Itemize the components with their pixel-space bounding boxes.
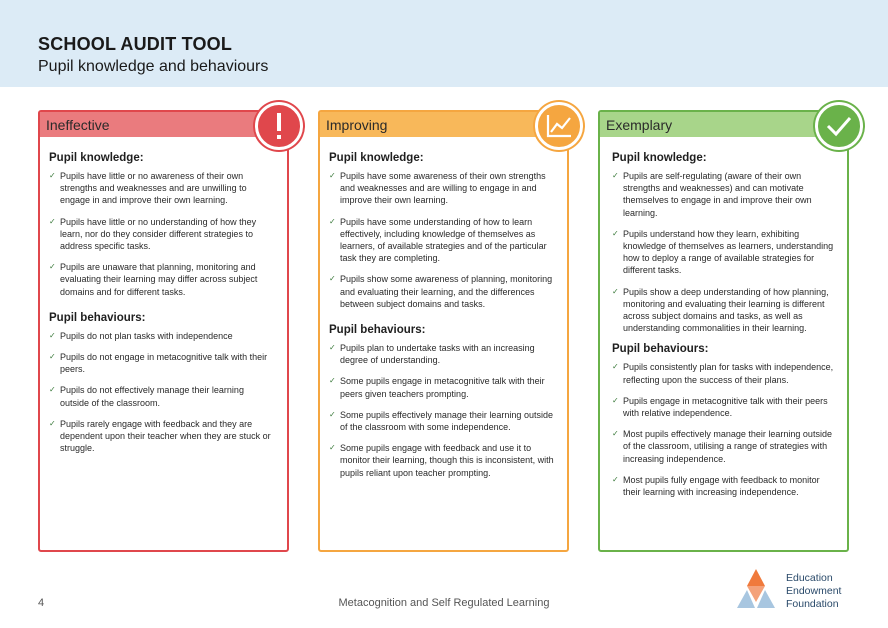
behaviours-title: Pupil behaviours: <box>329 324 426 337</box>
card-ineffective <box>38 110 289 552</box>
check-icon: ✓ <box>49 352 56 362</box>
knowledge-title: Pupil knowledge: <box>329 152 424 164</box>
check-icon: ✓ <box>329 376 336 386</box>
check-icon: ✓ <box>329 216 336 226</box>
eef-logo-icon <box>735 568 777 610</box>
exclamation-icon <box>255 102 303 150</box>
list-item: ✓ Pupils are unaware that planning, monitoring and evaluating their learning may differ across subject domains and for different tasks. <box>49 262 258 297</box>
footer-title: Metacognition and Self Regulated Learning <box>338 597 550 609</box>
knowledge-title: Pupil knowledge: <box>612 152 707 164</box>
card-exemplary <box>598 110 849 552</box>
check-icon: ✓ <box>329 171 336 180</box>
check-icon: ✓ <box>49 216 56 226</box>
logo-text: Education Endowment Foundation <box>786 572 842 610</box>
list-item: ✓ Pupils have little or no understanding of how they learn, nor do they consider different strategies to address specific tasks. <box>49 216 257 252</box>
card-label: Improving <box>326 117 388 133</box>
list-item: ✓ Pupils consistently plan for tasks with independence, reflecting upon the success of their plans. <box>612 362 834 385</box>
check-icon: ✓ <box>329 443 336 453</box>
check-icon: ✓ <box>49 171 56 180</box>
behaviours-title: Pupil behaviours: <box>49 311 146 324</box>
list-item: ✓ Some pupils effectively manage their learning outside of the classroom with some independence. <box>329 409 553 433</box>
list-item: ✓ Pupils understand how they learn, exhibiting knowledge of themselves as learners, understanding how to deploy a range of available strategies for different tasks. <box>612 228 834 276</box>
check-icon: ✓ <box>612 429 619 439</box>
behaviours-title: Pupil behaviours: <box>612 343 709 356</box>
list-item: ✓ Most pupils fully engage with feedback to monitor their learning with increasing independence. <box>612 474 820 498</box>
check-icon: ✓ <box>612 474 619 484</box>
page-title: SCHOOL AUDIT TOOL <box>38 34 233 54</box>
page-subtitle: Pupil knowledge and behaviours <box>38 58 269 75</box>
list-item: ✓ Pupils plan to undertake tasks with an increasing degree of understanding. <box>329 343 535 366</box>
check-icon: ✓ <box>612 362 619 372</box>
check-icon: ✓ <box>329 274 336 284</box>
card-body <box>329 152 555 488</box>
list-item: ✓ Pupils rarely engage with feedback and they are dependent upon their teacher when they are stuck or struggle. <box>49 418 271 454</box>
list-item: ✓ Pupils have little or no awareness of their own strengths and weaknesses and are unwilling to engage in and improve their own learning. <box>49 171 247 206</box>
list-item: ✓ Pupils do not plan tasks with independence <box>49 330 233 341</box>
check-icon: ✓ <box>49 385 56 395</box>
list-item: ✓ Pupils do not effectively manage their learning outside of the classroom. <box>49 385 244 408</box>
page-number: 4 <box>38 597 45 609</box>
check-icon: ✓ <box>612 286 619 296</box>
list-item: ✓ Pupils are self-regulating (aware of their own strengths and weaknesses) and can motivate themselves to engage in and improve their own learning. <box>612 171 812 218</box>
knowledge-title: Pupil knowledge: <box>49 152 144 164</box>
card-header <box>600 112 847 137</box>
list-item: ✓ Pupils do not engage in metacognitive talk with their peers. <box>49 352 268 375</box>
list-item: ✓ Some pupils engage with feedback and use it to monitor their learning, though this is inconsistent, with pupils reliant upon teacher prompting. <box>329 443 554 478</box>
list-item: ✓ Pupils have some understanding of how to learn effectively, including knowledge of themselves as learners, of available strategies and of the particular task they are completing. <box>329 216 547 264</box>
check-icon: ✓ <box>612 228 619 238</box>
check-icon: ✓ <box>49 262 56 272</box>
check-icon: ✓ <box>49 418 56 428</box>
card-body <box>612 152 835 507</box>
check-icon: ✓ <box>329 409 336 419</box>
card-label: Ineffective <box>46 117 110 133</box>
line-chart-icon <box>535 102 583 150</box>
check-icon: ✓ <box>329 343 336 353</box>
list-item: ✓ Pupils engage in metacognitive talk with their peers with relative independence. <box>612 395 828 419</box>
list-item: ✓ Pupils show some awareness of planning, monitoring and evaluating their learning, and the differences between subject domains and tasks. <box>329 274 553 309</box>
card-header <box>40 112 287 137</box>
checkmark-icon <box>815 102 863 150</box>
list-item: ✓ Some pupils engage in metacognitive talk with their peers given teachers prompting. <box>329 376 545 399</box>
card-label: Exemplary <box>606 117 673 133</box>
list-item: ✓ Most pupils effectively manage their learning outside of the classroom, utilising a range of strategies with increasing independence. <box>612 429 832 464</box>
list-item: ✓ Pupils have some awareness of their own strengths and weaknesses and are willing to engage in and improve their own learning. <box>329 171 546 206</box>
card-improving <box>318 110 569 552</box>
card-body <box>49 152 275 463</box>
check-icon: ✓ <box>612 395 619 405</box>
check-icon: ✓ <box>49 330 56 340</box>
page-header <box>0 0 888 87</box>
card-header <box>320 112 567 137</box>
check-icon: ✓ <box>612 171 619 180</box>
list-item: ✓ Pupils show a deep understanding of how planning, monitoring and evaluating their learning is different across subject domains and tasks, as well as understanding commonalities in their learning. <box>612 286 829 334</box>
